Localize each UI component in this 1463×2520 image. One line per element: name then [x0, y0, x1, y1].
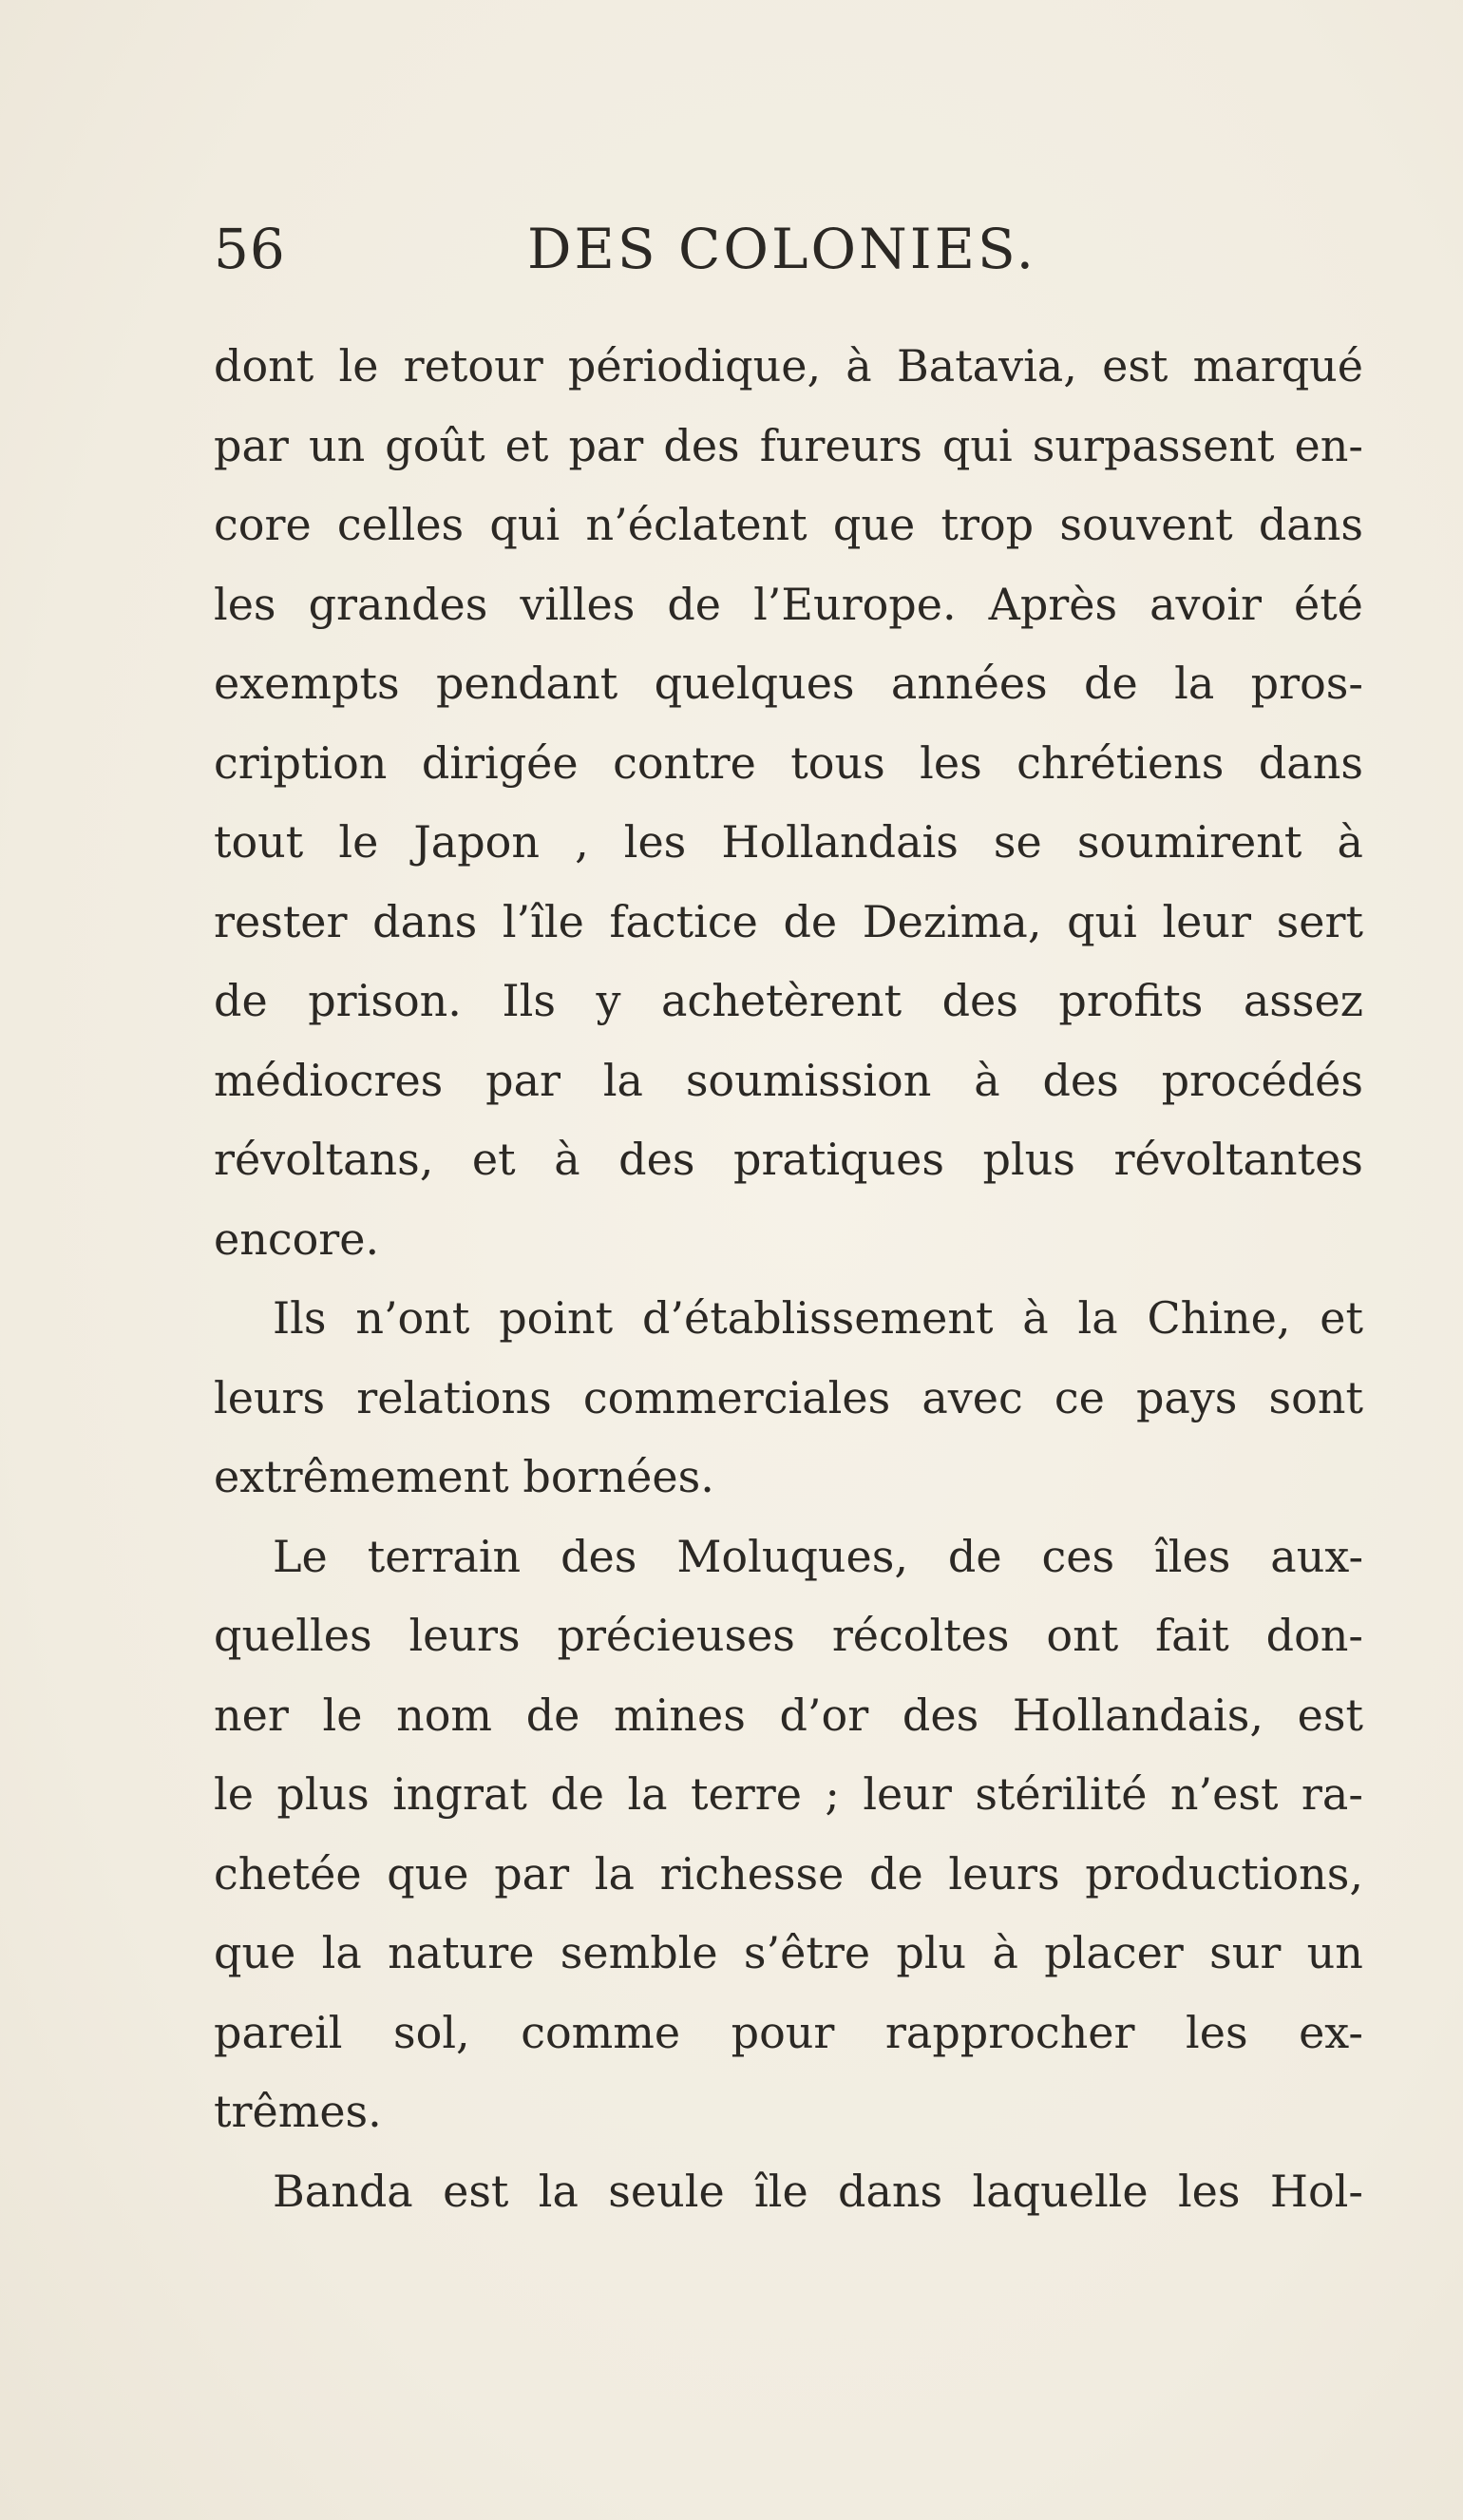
- word: extrêmement: [214, 1451, 509, 1502]
- word: médiocres: [214, 1054, 444, 1106]
- word: à: [992, 1927, 1018, 1978]
- word: récoltes: [831, 1610, 1010, 1661]
- word: par: [494, 1847, 570, 1900]
- text-line: [214, 803, 1363, 883]
- word: l’île: [502, 895, 584, 947]
- word: la: [627, 1768, 668, 1820]
- word: dirigée: [421, 736, 579, 789]
- word: leurs: [214, 1371, 326, 1423]
- word: par: [485, 1054, 560, 1106]
- word: des: [1042, 1054, 1119, 1106]
- word: soumirent: [1076, 816, 1302, 868]
- word: avoir: [1150, 578, 1262, 630]
- word: qui: [489, 499, 560, 550]
- word: terre: [691, 1768, 802, 1820]
- word: dans: [1258, 736, 1363, 789]
- word: qui: [1067, 895, 1137, 947]
- word: Dezima,: [862, 895, 1042, 947]
- text-line: [214, 1676, 1363, 1756]
- word: placer: [1044, 1927, 1184, 1978]
- word: nom: [396, 1689, 493, 1741]
- word: stérilité: [975, 1768, 1148, 1820]
- word: assez: [1243, 975, 1363, 1026]
- word: de: [783, 895, 838, 947]
- word: prison.: [308, 975, 462, 1026]
- word: d’or: [779, 1689, 869, 1741]
- word: plus: [982, 1134, 1075, 1185]
- word: exempts: [214, 658, 400, 709]
- word: villes: [520, 578, 636, 630]
- word: quelques: [654, 658, 855, 709]
- word: core: [214, 499, 312, 550]
- word: le: [338, 816, 379, 868]
- word: les: [920, 736, 982, 789]
- word: grandes: [308, 578, 488, 630]
- word: la: [538, 2165, 579, 2217]
- word: sont: [1268, 1371, 1363, 1423]
- word: terrain: [367, 1530, 522, 1582]
- word: pros-: [1250, 658, 1363, 709]
- word: Après: [988, 578, 1118, 630]
- word: ;: [825, 1768, 840, 1820]
- word: dans: [372, 895, 478, 947]
- word: le: [338, 340, 379, 391]
- word: et: [504, 419, 549, 471]
- word: ont: [1046, 1610, 1119, 1661]
- word: que: [387, 1847, 469, 1900]
- word: que: [214, 1927, 296, 1978]
- word: sol,: [393, 2006, 470, 2058]
- word: à: [1022, 1292, 1049, 1344]
- word: par: [214, 419, 289, 471]
- word: la: [1174, 658, 1215, 709]
- text-line: [214, 1518, 1363, 1597]
- text-line: [214, 724, 1363, 804]
- word: Chine,: [1147, 1292, 1291, 1344]
- word: Hollandais,: [1012, 1689, 1264, 1741]
- word: années: [890, 658, 1048, 709]
- word: encore.: [214, 1212, 380, 1265]
- word: mines: [614, 1689, 746, 1741]
- word: les: [1177, 2165, 1241, 2217]
- word: Banda: [273, 2165, 413, 2217]
- word: ce: [1054, 1371, 1105, 1423]
- word: en-: [1294, 419, 1363, 471]
- text-line: [214, 1438, 1363, 1518]
- text-line: [214, 1914, 1363, 1994]
- word: soumission: [685, 1054, 932, 1106]
- word: les: [1186, 2006, 1248, 2058]
- word: de: [869, 1847, 923, 1900]
- word: ra-: [1301, 1768, 1363, 1820]
- word: et: [1320, 1292, 1363, 1344]
- text-line: [214, 1359, 1363, 1439]
- word: de: [1084, 658, 1138, 709]
- word: que: [832, 499, 916, 550]
- word: des: [560, 1530, 637, 1582]
- word: n’est: [1169, 1768, 1279, 1820]
- word: des: [618, 1134, 695, 1185]
- word: Hol-: [1269, 2165, 1363, 2217]
- word: tous: [790, 736, 885, 789]
- word: se: [993, 816, 1042, 868]
- word: semble: [560, 1927, 718, 1978]
- word: s’être: [743, 1927, 871, 1978]
- word: plu: [896, 1927, 967, 1978]
- word: îles: [1154, 1530, 1231, 1582]
- word: à: [846, 340, 872, 391]
- word: souvent: [1059, 499, 1233, 550]
- word: pays: [1135, 1371, 1238, 1423]
- word: des: [941, 975, 1018, 1026]
- page-number: 56: [214, 217, 286, 281]
- word: chetée: [214, 1847, 362, 1900]
- word: Moluques,: [676, 1530, 908, 1582]
- text-line: [214, 1200, 1363, 1280]
- word: marqué: [1192, 340, 1363, 391]
- text-line: [214, 407, 1363, 487]
- word: ex-: [1299, 2006, 1363, 2058]
- word: des: [663, 419, 740, 471]
- word: n’éclatent: [585, 499, 808, 550]
- word: aux-: [1270, 1530, 1363, 1582]
- word: qui: [941, 419, 1013, 471]
- word: est: [1102, 340, 1168, 391]
- word: le: [214, 1768, 254, 1820]
- text-line: [214, 962, 1363, 1041]
- word: leur: [1162, 895, 1252, 947]
- word: retour: [403, 340, 543, 391]
- word: contre: [613, 736, 756, 789]
- word: à: [1337, 816, 1363, 868]
- word: avec: [922, 1371, 1023, 1423]
- word: est: [1297, 1689, 1363, 1741]
- word: Ils: [502, 975, 556, 1026]
- word: comme: [521, 2006, 681, 2058]
- word: l’Europe.: [753, 578, 957, 630]
- page-header: [214, 215, 1368, 283]
- word: révoltantes: [1113, 1134, 1363, 1185]
- word: de: [214, 975, 268, 1026]
- text-line: [214, 327, 1363, 407]
- word: un: [1306, 1927, 1363, 1978]
- word: dans: [1258, 499, 1363, 550]
- word: par: [568, 419, 644, 471]
- word: achetèrent: [661, 975, 902, 1026]
- word: de: [667, 578, 722, 630]
- word: n’ont: [355, 1292, 470, 1344]
- running-title: DES COLONIES.: [527, 217, 1037, 281]
- word: bornées.: [522, 1451, 714, 1502]
- text-line: [214, 883, 1363, 963]
- word: procédés: [1161, 1054, 1363, 1106]
- word: révoltans,: [214, 1134, 434, 1185]
- word: dont: [214, 340, 314, 391]
- word: été: [1293, 578, 1363, 630]
- word: et: [471, 1134, 516, 1185]
- word: Japon: [413, 816, 540, 868]
- word: pratiques: [733, 1134, 944, 1185]
- word: productions,: [1085, 1847, 1363, 1900]
- word: la: [594, 1847, 635, 1900]
- word: profits: [1058, 975, 1204, 1026]
- word: seule: [608, 2165, 725, 2217]
- word: sert: [1276, 895, 1363, 947]
- word: leurs: [948, 1847, 1060, 1900]
- text-line: [214, 486, 1363, 565]
- text-line: [214, 1279, 1363, 1359]
- word: Hollandais: [721, 816, 959, 868]
- text-line: [214, 2152, 1363, 2232]
- word: le: [322, 1689, 363, 1741]
- word: cription: [214, 736, 388, 789]
- text-line: [214, 2072, 1363, 2152]
- text-line: [214, 1596, 1363, 1676]
- word: don-: [1265, 1610, 1363, 1661]
- word: trop: [940, 499, 1035, 550]
- word: la: [602, 1054, 643, 1106]
- text-line: [214, 1994, 1363, 2073]
- word: un: [308, 419, 366, 471]
- word: plus: [276, 1768, 370, 1820]
- word: les: [623, 816, 687, 868]
- word: quelles: [214, 1610, 372, 1661]
- word: sur: [1209, 1927, 1282, 1978]
- word: rester: [214, 895, 348, 947]
- word: ces: [1041, 1530, 1115, 1582]
- word: pendant: [435, 658, 618, 709]
- word: la: [321, 1927, 362, 1978]
- word: de: [525, 1689, 580, 1741]
- word: la: [1077, 1292, 1118, 1344]
- word: ner: [214, 1689, 289, 1741]
- word: est: [443, 2165, 509, 2217]
- text-line: [214, 1120, 1363, 1200]
- word: île: [754, 2165, 808, 2217]
- word: Batavia,: [896, 340, 1077, 391]
- word: leurs: [408, 1610, 521, 1661]
- word: de: [550, 1768, 604, 1820]
- text-line: [214, 1835, 1363, 1915]
- word: les: [214, 578, 276, 630]
- word: à: [974, 1054, 1000, 1106]
- word: de: [947, 1530, 1002, 1582]
- word: chrétiens: [1016, 736, 1225, 789]
- word: Ils: [273, 1292, 327, 1344]
- word: pareil: [214, 2006, 343, 2058]
- word: y: [596, 975, 621, 1026]
- word: relations: [356, 1371, 552, 1423]
- word: Le: [273, 1530, 328, 1582]
- word: pour: [731, 2006, 835, 2058]
- word: point: [499, 1292, 614, 1344]
- word: celles: [336, 499, 465, 550]
- word: nature: [388, 1927, 535, 1978]
- word: tout: [214, 816, 304, 868]
- word: périodique,: [567, 340, 822, 391]
- word: précieuses: [557, 1610, 795, 1661]
- word: leur: [863, 1768, 952, 1820]
- word: laquelle: [972, 2165, 1149, 2217]
- text-line: [214, 644, 1363, 724]
- word: d’établissement: [641, 1292, 994, 1344]
- word: dans: [838, 2165, 943, 2217]
- word: rapprocher: [884, 2006, 1135, 2058]
- word: ingrat: [392, 1768, 527, 1820]
- word: surpassent: [1032, 419, 1275, 471]
- word: factice: [609, 895, 758, 947]
- text-line: [214, 1755, 1363, 1835]
- word: ,: [575, 816, 589, 868]
- text-line: [214, 565, 1363, 645]
- word: goût: [385, 419, 485, 471]
- text-line: [214, 1041, 1363, 1121]
- word: commerciales: [582, 1371, 891, 1423]
- word: fureurs: [759, 419, 922, 471]
- word: trêmes.: [214, 2086, 382, 2137]
- body-text: [214, 327, 1363, 2231]
- word: des: [902, 1689, 979, 1741]
- word: à: [554, 1134, 580, 1185]
- word: fait: [1155, 1610, 1229, 1661]
- word: richesse: [659, 1847, 845, 1900]
